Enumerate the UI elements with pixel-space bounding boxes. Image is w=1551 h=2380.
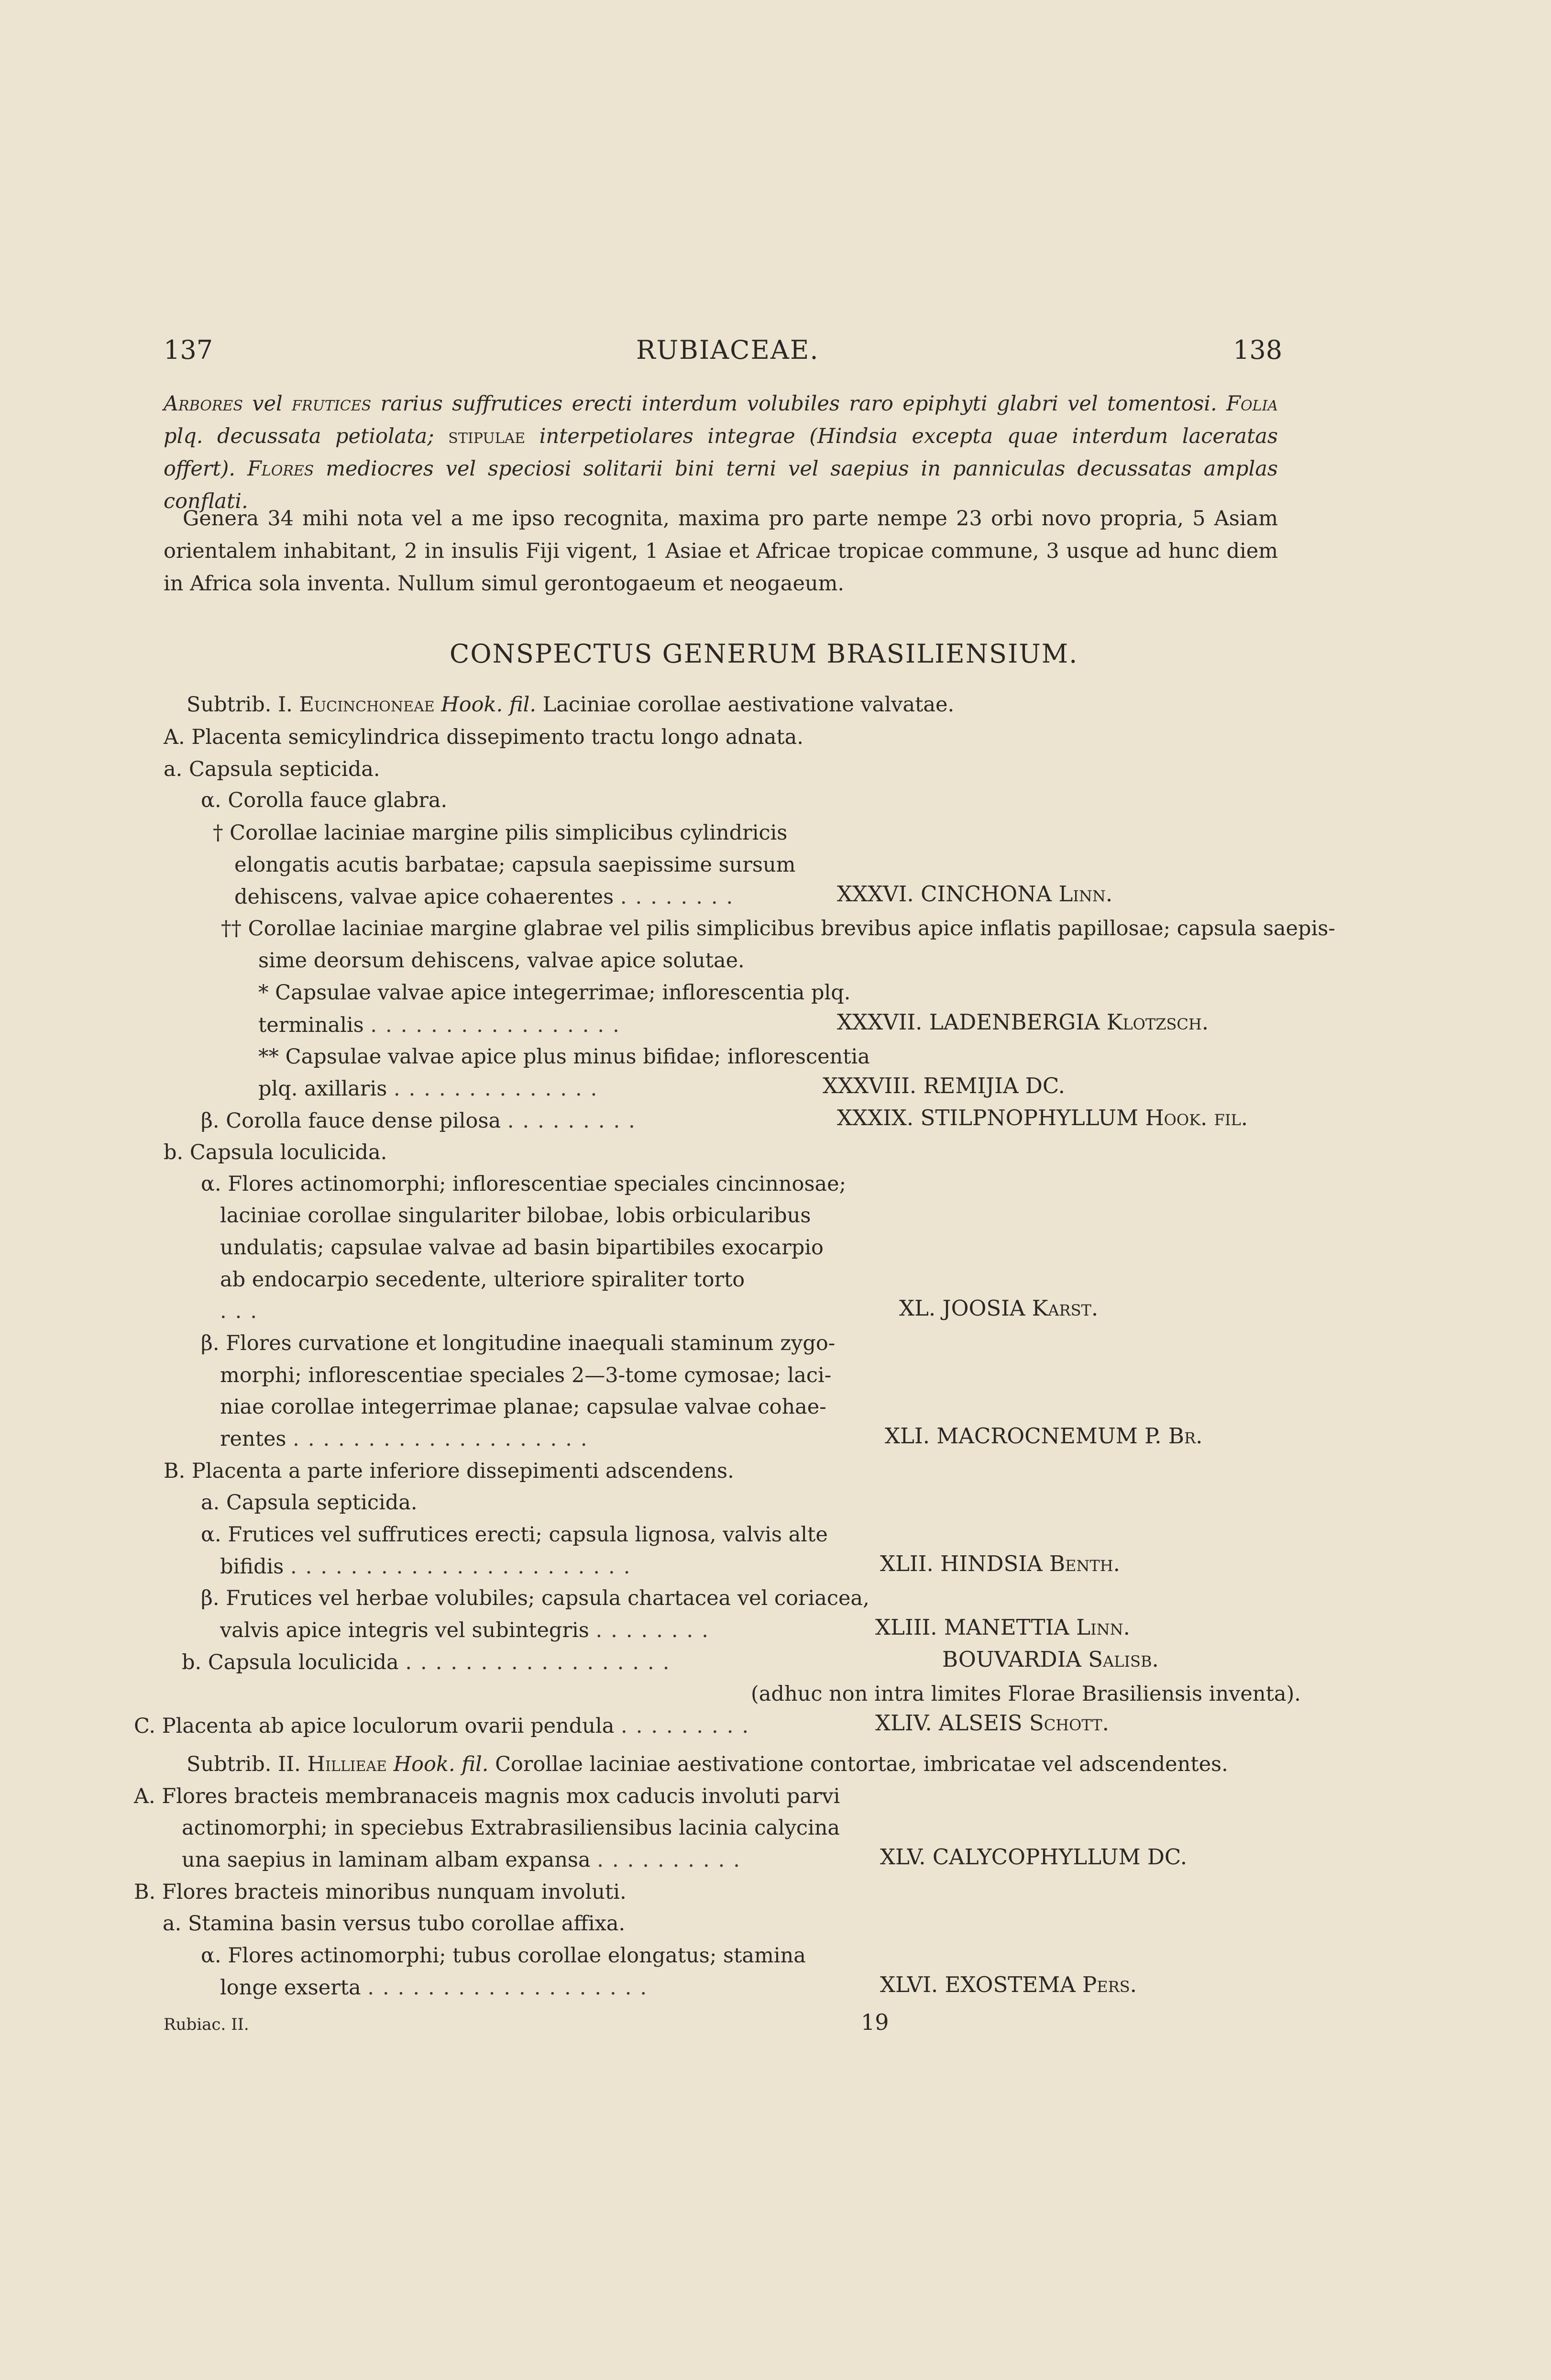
key-note: (adhuc non intra limites Florae Brasiliensis inventa).: [751, 1682, 1301, 1706]
key-line: β. Frutices vel herbae volubiles; capsula chartacea vel coriacea,: [201, 1586, 869, 1610]
section-heading: CONSPECTUS GENERUM BRASILIENSIUM.: [450, 639, 1078, 669]
genus-name: XLII. HINDSIA Benth.: [880, 1551, 1120, 1576]
genus-name: XL. JOOSIA Karst.: [899, 1295, 1099, 1321]
key-line: ...: [220, 1299, 266, 1323]
genus-name: XLI. MACROCNEMUM P. Br.: [885, 1423, 1203, 1449]
key-line: elongatis acutis barbatae; capsula saepissime sursum: [234, 853, 796, 877]
page-number-left: 137: [164, 335, 213, 365]
key-line: longe exserta ...................: [220, 1976, 656, 2000]
key-line: a. Capsula septicida.: [164, 757, 380, 781]
key-line: β. Corolla fauce dense pilosa .........: [201, 1109, 644, 1133]
key-line: undulatis; capsulae valvae ad basin bipartibiles exocarpio: [220, 1236, 824, 1260]
page-number-right: 138: [1233, 335, 1283, 365]
key-line: α. Corolla fauce glabra.: [201, 788, 448, 812]
genus-name: XLV. CALYCOPHYLLUM DC.: [880, 1844, 1188, 1870]
genera-paragraph: Genera 34 mihi nota vel a me ipso recognita, maxima pro parte nempe 23 orbi novo propria, 5 Asiam orientalem inhabitant, 2 in insulis Fiji vigent, 1 Asiae et Africae tropicae commune, 3 usque ad hunc diem in Africa sola inventa. Nullum simul gerontogaeum et neogaeum.: [164, 507, 1278, 596]
genus-name: XLVI. EXOSTEMA Pers.: [880, 1972, 1137, 1997]
key-line: bifidis .......................: [220, 1555, 639, 1579]
key-line: α. Frutices vel suffrutices erecti; capsula lignosa, valvis alte: [201, 1523, 828, 1547]
footer-signature: Rubiac. II.: [164, 2015, 249, 2034]
genus-name: BOUVARDIA Salisb.: [942, 1647, 1159, 1672]
description-paragraph: Arbores vel frutices rarius suffrutices erecti interdum volubiles raro epiphyti glabri vel tomentosi. Folia plq. decussata petiolata; stipulae interpetiolares integrae (Hindsia excepta quae interdum laceratas offert). Flores mediocres vel speciosi solitarii bini terni vel saepius in panniculas decussatas amplas conflati.: [164, 392, 1278, 513]
key-line: B. Flores bracteis minoribus nunquam involuti.: [134, 1880, 627, 1904]
key-line: * Capsulae valvae apice integerrimae; inflorescentia plq.: [258, 981, 851, 1005]
running-title: RUBIACEAE.: [636, 335, 819, 365]
key-line: α. Flores actinomorphi; tubus corollae elongatus; stamina: [201, 1944, 806, 1968]
key-line: valvis apice integris vel subintegris ........: [220, 1618, 717, 1642]
key-line: α. Flores actinomorphi; inflorescentiae speciales cincinnosae;: [201, 1172, 847, 1196]
genus-name: XLIII. MANETTIA Linn.: [875, 1615, 1130, 1640]
key-line: sime deorsum dehiscens, valvae apice solutae.: [258, 949, 745, 973]
key-line: a. Capsula septicida.: [201, 1491, 418, 1515]
key-line: B. Placenta a parte inferiore dissepimenti adscendens.: [164, 1459, 734, 1483]
genus-name: XXXVII. LADENBERGIA Klotzsch.: [837, 1009, 1209, 1035]
key-line: A. Placenta semicylindrica dissepimento tractu longo adnata.: [164, 725, 803, 749]
key-line: terminalis .................: [258, 1013, 628, 1037]
key-line: b. Capsula loculicida.: [164, 1140, 387, 1164]
signature-number: 19: [861, 2009, 889, 2035]
key-line: plq. axillaris ..............: [258, 1077, 606, 1101]
key-line: a. Stamina basin versus tubo corollae affixa.: [163, 1912, 626, 1936]
key-line: laciniae corollae singulariter bilobae, lobis orbicularibus: [220, 1204, 811, 1228]
key-line: una saepius in laminam albam expansa ..........: [182, 1848, 748, 1872]
key-line: actinomorphi; in speciebus Extrabrasiliensibus lacinia calycina: [182, 1816, 840, 1840]
key-line: b. Capsula loculicida ..................: [182, 1650, 678, 1674]
key-line: β. Flores curvatione et longitudine inaequali staminum zygo-: [201, 1331, 836, 1355]
key-line: C. Placenta ab apice loculorum ovarii pendula .........: [134, 1714, 758, 1738]
key-line: † Corollae laciniae margine pilis simplicibus cylindricis: [213, 821, 788, 845]
key-line: niae corollae integerrimae planae; capsulae valvae cohae-: [220, 1395, 826, 1419]
genus-name: XXXIX. STILPNOPHYLLUM Hook. fil.: [837, 1105, 1248, 1130]
key-line: dehiscens, valvae apice cohaerentes ........: [234, 885, 742, 909]
key-line: ab endocarpio secedente, ulteriore spiraliter torto: [220, 1268, 745, 1292]
subtribe-heading: Subtrib. I. Eucinchoneae Hook. fil. Laciniae corollae aestivatione valvatae.: [187, 693, 955, 717]
key-line: ** Capsulae valvae apice plus minus bifidae; inflorescentia: [258, 1045, 870, 1069]
genus-name: XLIV. ALSEIS Schott.: [875, 1710, 1109, 1736]
genus-name: XXXVIII. REMIJIA DC.: [823, 1073, 1065, 1098]
key-line: A. Flores bracteis membranaceis magnis mox caducis involuti parvi: [134, 1784, 840, 1808]
subtribe-heading: Subtrib. II. Hillieae Hook. fil. Corollae laciniae aestivatione contortae, imbricatae vel adscendentes.: [187, 1752, 1228, 1776]
key-line: rentes ....................: [220, 1427, 596, 1451]
genus-name: XXXVI. CINCHONA Linn.: [837, 881, 1113, 907]
key-line: †† Corollae laciniae margine glabrae vel pilis simplicibus brevibus apice inflatis papillosae; capsula saepis-: [221, 917, 1335, 941]
key-line: morphi; inflorescentiae speciales 2—3-tome cymosae; laci-: [220, 1363, 832, 1387]
